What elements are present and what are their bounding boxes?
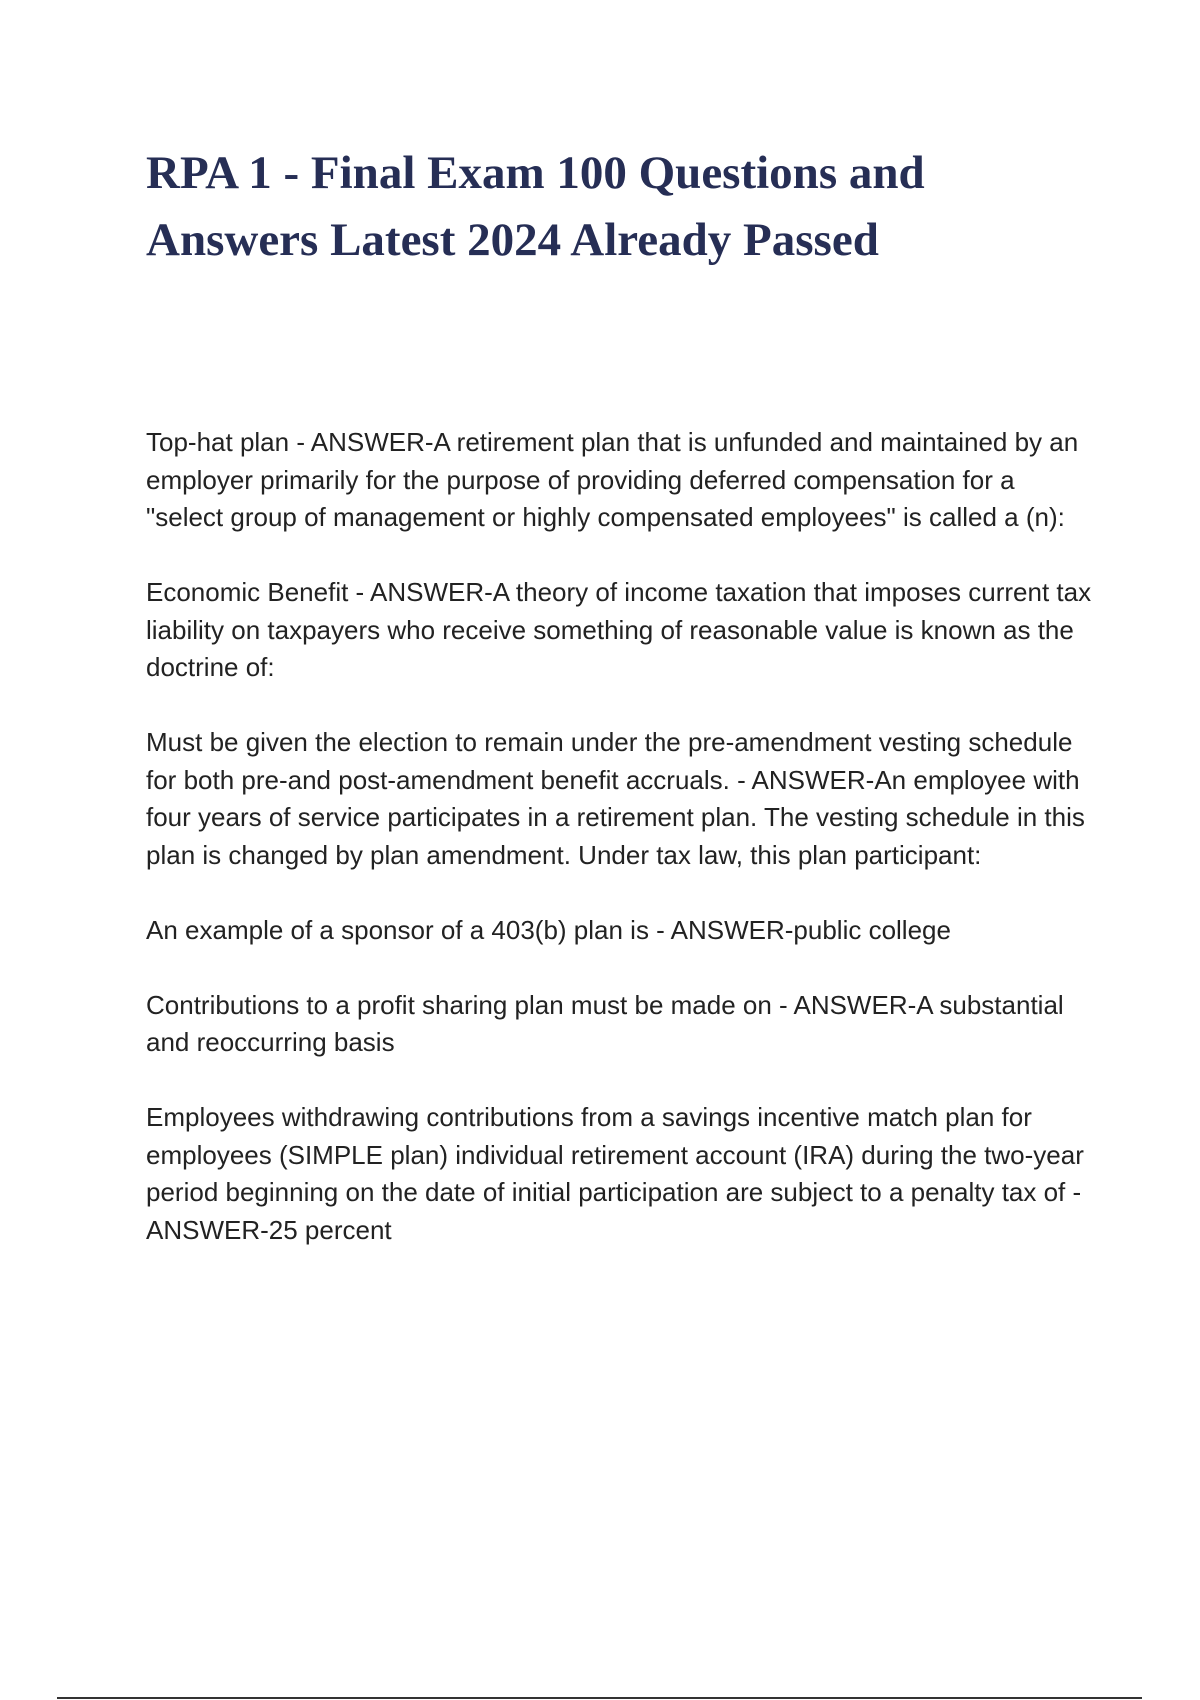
document-title	[146, 140, 1106, 274]
qa-item: An example of a sponsor of a 403(b) plan is - ANSWER-public college	[146, 914, 951, 945]
qa-item: Economic Benefit - ANSWER-A theory of income taxation that imposes current tax liability on taxpayers who receive something of reasonable value is known as the doctrine of:	[146, 577, 1092, 682]
title-line-1: RPA 1 - Final Exam 100 Questions and	[146, 147, 925, 199]
qa-item: Top-hat plan - ANSWER-A retirement plan that is unfunded and maintained by an employer primarily for the purpose of providing deferred compensation for a "select group of management or highly compensated employees" is called a (n):	[146, 427, 1079, 532]
qa-list	[146, 424, 1096, 1287]
footer-divider	[57, 1697, 1142, 1699]
qa-item: Must be given the election to remain under the pre-amendment vesting schedule for both pre-and post-amendment benefit accruals. - ANSWER-An employee with four years of service participates in a retirement plan. The vesting schedule in this plan is changed by plan amendment. Under tax law, this plan participant:	[146, 727, 1085, 870]
qa-item: Contributions to a profit sharing plan must be made on - ANSWER-A substantial and reoccurring basis	[146, 989, 1064, 1057]
qa-item: Employees withdrawing contributions from a savings incentive match plan for employees (SIMPLE plan) individual retirement account (IRA) during the two-year period beginning on the date of initial participation are subject to a penalty tax of - ANSWER-25 percent	[146, 1102, 1084, 1245]
title-line-2: Answers Latest 2024 Already Passed	[146, 214, 879, 266]
